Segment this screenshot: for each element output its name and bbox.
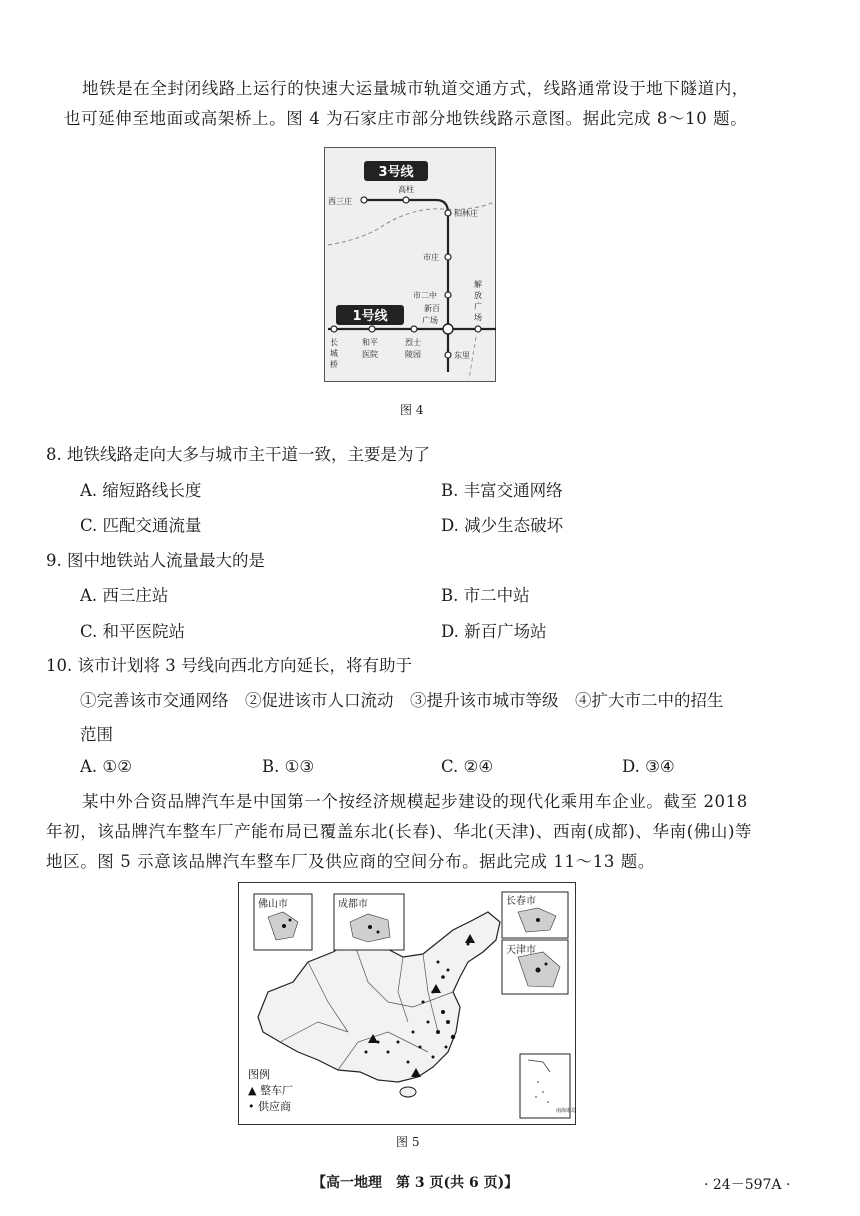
question-9-option-c[interactable]: C. 和平医院站 [80,622,186,641]
legend-factory: ▲ 整车厂 [248,1084,293,1097]
intro2-line-1: 某中外合资品牌汽车是中国第一个按经济规模起步建设的现代化乘用车企业。截至 2018 [82,792,748,811]
question-10-option-b[interactable]: B. ①③ [262,757,315,776]
station-shierzhong [445,292,451,298]
label-jiefang-4: 场 [474,313,482,322]
intro2-line-3: 地区。图 5 示意该品牌汽车整车厂及供应商的空间分布。据此完成 11～13 题。 [46,852,655,871]
legend-title: 图例 [248,1068,270,1081]
station-xinbai-transfer [443,324,453,334]
label-dongli: 东里 [454,351,470,360]
station-xisanzhuang [361,197,367,203]
label-jiefang-3: 广 [474,302,482,311]
question-10-items-line-1: ①完善该市交通网络 ②促进该市人口流动 ③提升该市城市等级 ④扩大市二中的招生 [80,691,724,710]
station-jiefangguangchang [475,326,481,332]
question-10-option-d[interactable]: D. ③④ [622,757,675,776]
figure-5-caption: 图 5 [396,1135,420,1149]
intro-paragraph-1 [64,74,749,134]
footer-page-info: 【高一地理 第 3 页(共 6 页)】 [312,1175,519,1191]
label-xinbai: 新百 [424,304,440,313]
south-sea-label: 南海诸岛 [556,1108,576,1114]
station-changchengqiao [331,326,337,332]
question-8-option-c[interactable]: C. 匹配交通流量 [80,516,202,535]
question-9-option-a[interactable]: A. 西三庄站 [80,586,169,605]
station-hepingyiyuan [369,326,375,332]
label-changcheng-2: 城 [330,349,338,358]
label-heping-2: 医院 [362,350,378,359]
station-bolinzhuang [445,210,451,216]
figure-4-subway-map [324,147,496,382]
label-bolinzhuang: 柏林庄 [454,209,478,218]
label-jiefang-1: 解 [474,280,482,289]
inset-changchun-label: 长春市 [506,896,536,907]
label-heping-1: 和平 [362,338,378,347]
intro-line-2: 也可延伸至地面或高架桥上。图 4 为石家庄市部分地铁线路示意图。据此完成 8～10 题。 [64,109,748,128]
figure-5-china-map [238,882,576,1125]
label-lieshi-1: 烈士 [405,338,421,347]
inset-tianjin-label: 天津市 [506,945,536,956]
intro-paragraph-2 [46,787,753,877]
line-1-label: 1号线 [352,309,388,324]
label-xisanzhuang: 西三庄 [328,197,352,206]
question-9-option-b[interactable]: B. 市二中站 [441,586,530,605]
label-jiefang-2: 放 [474,291,482,300]
question-10-stem: 10. 该市计划将 3 号线向西北方向延长，将有助于 [46,656,412,675]
inset-foshan-label: 佛山市 [258,899,288,910]
legend-supplier: • 供应商 [248,1100,291,1113]
question-9-option-d[interactable]: D. 新百广场站 [441,622,547,641]
question-10-items-line-2: 范围 [80,725,113,744]
label-lieshi-2: 陵园 [405,350,421,359]
intro-line-1: 地铁是在全封闭线路上运行的快速大运量城市轨道交通方式，线路通常设于地下隧道内， [82,79,749,98]
label-gaozhu: 高柱 [398,185,414,194]
question-8-option-a[interactable]: A. 缩短路线长度 [80,481,202,500]
inset-chengdu-label: 成都市 [338,899,368,910]
question-8-stem: 8. 地铁线路走向大多与城市主干道一致，主要是为了 [46,445,430,464]
label-changcheng-1: 长 [330,338,338,347]
label-shierzhong: 市二中 [413,291,437,300]
intro2-line-2: 年初，该品牌汽车整车厂产能布局已覆盖东北(长春)、华北(天津)、西南(成都)、华南(佛山)等 [46,822,753,841]
question-10-option-a[interactable]: A. ①② [80,757,132,776]
label-changcheng-3: 桥 [330,360,338,369]
question-8-option-d[interactable]: D. 减少生态破坏 [441,516,564,535]
question-10-option-c[interactable]: C. ②④ [441,757,494,776]
footer-code: · 24－597A · [704,1177,791,1193]
station-dongli [445,352,451,358]
figure-4-caption: 图 4 [400,403,424,417]
station-lieshilingyuan [411,326,417,332]
label-shizhuang: 市庄 [423,253,439,262]
question-8-option-b[interactable]: B. 丰富交通网络 [441,481,563,500]
hainan-island [400,1087,416,1097]
question-9-stem: 9. 图中地铁站人流量最大的是 [46,551,265,570]
label-guangchang: 广场 [422,316,438,325]
line-3-label: 3号线 [378,165,414,180]
station-gaozhu [403,197,409,203]
station-shizhuang [445,254,451,260]
